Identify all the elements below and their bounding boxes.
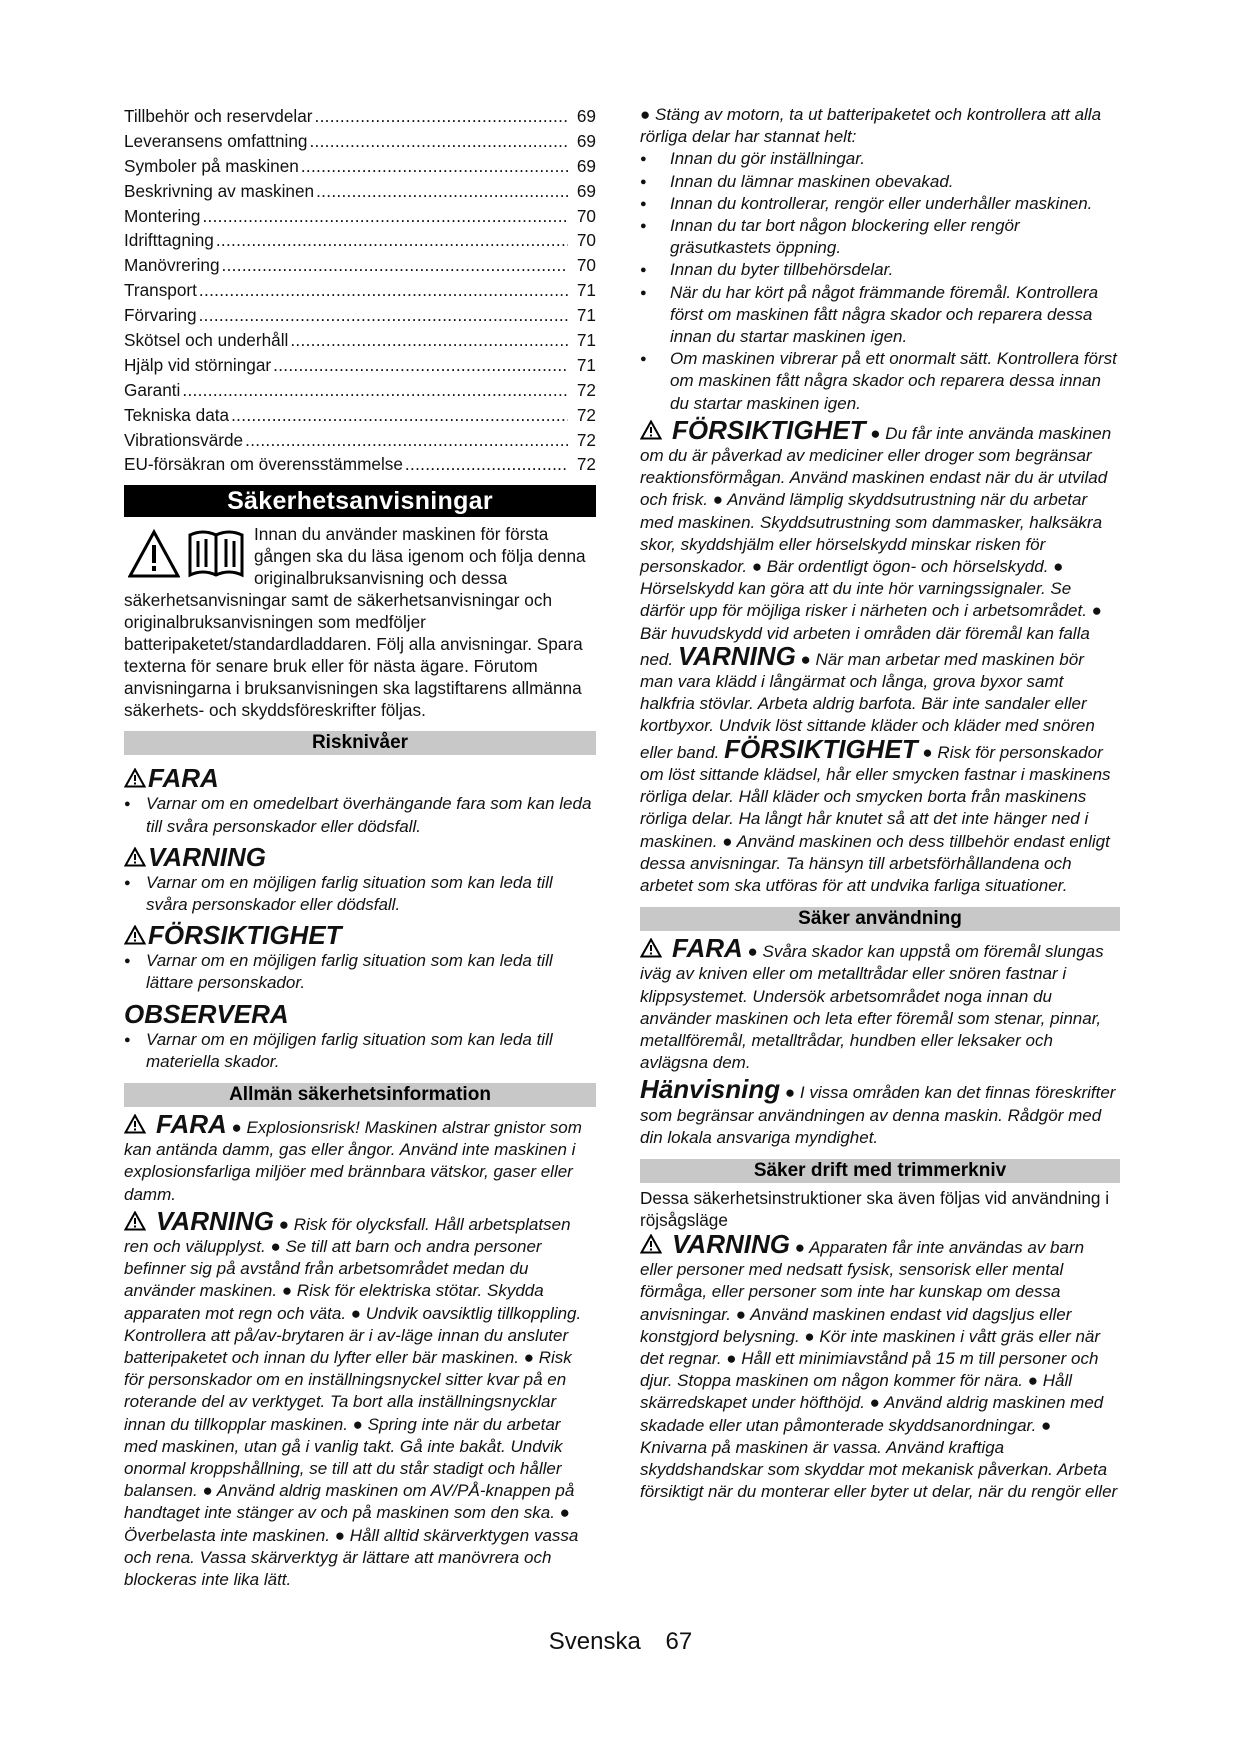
risk-level-1-text: ● Varnar om en möjligen farlig situation som kan leda till svåra personskador eller dödsfall.: [124, 872, 596, 916]
section-heading-trimmer: Säker drift med trimmerkniv: [640, 1159, 1120, 1183]
trimmer-warning-paragraph: [640, 1228, 1120, 1503]
section-heading-general-safety: Allmän säkerhetsinformation: [124, 1083, 596, 1107]
stop-condition-item: ● Om maskinen vibrerar på ett onormalt sätt. Kontrollera först om maskinen fått några skador och reparera dessa innan du startar maskinen igen.: [640, 348, 1120, 415]
toc-entry[interactable]: [124, 428, 596, 453]
warning-triangle-icon: [124, 925, 146, 945]
toc-entry[interactable]: [124, 104, 596, 129]
risk-level-0-title: FARA: [124, 763, 596, 793]
warn2-label: VARNING: [677, 640, 796, 671]
stop-conditions-list: [640, 148, 1120, 414]
general-varning-text: ● Risk för olycksfall. Håll arbetsplatsen ren och välupplyst. ● Se till att barn och andra personer befinner sig på avstånd från arbetsområdet medan du använder maskinen. ● Risk för elektriska stötar. Skydda apparaten mot regn och väta. ● Undvik oavsiktlig tillkoppling. Kontrollera att på/av-brytaren är i av-läge innan du ansluter batteripaketet och innan du lyfter eller bär maskinen. ● Risk för personskador om en inställningsnyckel sitter kvar på en roterande del av verktyget. Ta bort alla inställningsnycklar innan du tillkopplar maskinen. ● Spring inte när du arbetar med maskinen, utan gå i vanlig takt. Gå inte bakåt. Undvik onormal kroppshållning, se till att du står stadigt och håller balansen. ● Använd aldrig maskinen om AV/PÅ-knappen på handtaget inte stänger av och på maskinen som den ska. ● Överbelasta inte maskinen. ● Håll alltid skärverktygen vassa och rena. Vassa skärverktyg är lättare att manövrera och blockeras inte lika lätt.: [124, 1214, 582, 1590]
toc-leader: [222, 253, 568, 278]
safe-use-fara-paragraph: [640, 933, 1120, 1074]
footer-language: Svenska: [548, 1628, 641, 1655]
stop-intro: ● Stäng av motorn, ta ut batteripaketet och kontrollera att alla rörliga delar har stannat helt:: [640, 105, 1102, 147]
risk-level-2-text: ● Varnar om en möjligen farlig situation som kan leda till lättare personskador.: [124, 950, 596, 994]
toc-entry[interactable]: [124, 204, 596, 229]
toc-label: Symboler på maskinen: [124, 155, 299, 176]
warning-triangle-icon: [128, 529, 180, 579]
toc-entry[interactable]: [124, 303, 596, 328]
toc-entry[interactable]: [124, 154, 596, 179]
toc-leader: [405, 452, 568, 477]
toc-label: Beskrivning av maskinen: [124, 180, 315, 201]
fara-label: FARA: [640, 933, 743, 963]
toc-page-number: 69: [576, 106, 596, 126]
table-of-contents: [124, 104, 596, 477]
page-footer: [0, 1628, 1241, 1656]
toc-page-number: 69: [576, 155, 596, 176]
toc-label: Tekniska data: [124, 404, 230, 425]
toc-entry[interactable]: [124, 129, 596, 154]
toc-label: Tillbehör och reservdelar: [124, 106, 313, 126]
varning-label: VARNING: [124, 1206, 274, 1236]
toc-leader: [301, 154, 568, 179]
toc-leader: [199, 303, 568, 328]
toc-leader: [231, 403, 568, 428]
toc-page-number: 72: [576, 404, 596, 425]
toc-entry[interactable]: [124, 253, 596, 278]
hint-text: ● I vissa områden kan det finnas föreskrifter som begränsar användningen av denna maskin. Rådgör med din lokala ansvariga myndighet.: [640, 1083, 1116, 1147]
caution2-label: FÖRSIKTIGHET: [724, 733, 918, 764]
toc-page-number: 72: [576, 379, 596, 400]
toc-leader: [316, 179, 568, 204]
toc-page-number: 71: [576, 280, 596, 301]
section-heading-safe-use: Säker användning: [640, 907, 1120, 931]
toc-label: Garanti: [124, 379, 181, 400]
stop-condition-item: ● Innan du tar bort någon blockering eller rengör gräsutkastets öppning.: [640, 215, 1120, 259]
toc-page-number: 71: [576, 330, 596, 351]
warn2-text: ● När man arbetar med maskinen bör man vara klädd i långärmat och långa, grova byxor samt halkfria stövlar. Arbeta aldrig barfota. Bär inte sandaler eller kortbyxor. Undvik löst sittande kläder och kläder med snören eller band.: [640, 649, 1095, 762]
risk-level-2-title: FÖRSIKTIGHET: [124, 920, 596, 950]
toc-leader: [309, 129, 568, 154]
toc-entry[interactable]: [124, 403, 596, 428]
trimmer-warning-text: ● Apparaten får inte användas av barn eller personer med nedsatt fysisk, sensorisk eller mental förmåga, eller personer som inte har kunskap om dessa anvisningar. ● Använd maskinen endast vid dagsljus eller konstgjord belysning. ● Kör inte maskinen i vått gräs eller när det regnar. ● Håll ett minimiavstånd på 15 m till personer och djur. Stoppa maskinen om någon kommer för nära. ● Håll skärredskapet under höfthöjd. ● Använd aldrig maskinen med skadade eller utan påmonterade skyddsanordningar. ● Knivarna på maskinen är vassa. Använd kraftiga skyddshandskar som skyddar mot mekanisk påverkan. Arbeta försiktigt när du monterar eller byter ut delar, när du rengör eller: [640, 1237, 1118, 1502]
caution-paragraph: [640, 414, 1120, 897]
toc-page-number: 71: [576, 305, 596, 326]
toc-label: EU-försäkran om överensstämmelse: [124, 454, 403, 475]
toc-label: Transport: [124, 280, 197, 301]
toc-label: Hjälp vid störningar: [124, 354, 272, 375]
stop-condition-item: ● Innan du lämnar maskinen obevakad.: [640, 171, 1120, 193]
caution-text: ● Du får inte använda maskinen om du är påverkad av mediciner eller droger som begränsar reaktionsförmågan. Använd maskinen endast när du är utvilad och frisk. ● Använd lämplig skyddsutrustning när du arbetar med maskinen. Skyddsutrustning som dammasker, halksäkra skor, skyddshjälm eller hörselskydd minskar risken för personskador. ● Bär ordentligt ögon- och hörselskydd. ● Hörselskydd kan göra att du inte hör varningssignaler. Se därför upp för möjliga risker i närheten och i arbetsområdet. ● Bär huvudskydd vid arbeten i områden där föremål kan falla ned.: [640, 423, 1112, 669]
risk-level-3-text: ● Varnar om en möjligen farlig situation som kan leda till materiella skador.: [124, 1029, 596, 1073]
toc-page-number: 72: [576, 429, 596, 450]
toc-label: Förvaring: [124, 305, 197, 326]
risk-level-3-title: OBSERVERA: [124, 998, 289, 1029]
safety-intro-text: Innan du använder maskinen för första gången ska du läsa igenom och följa denna originalbruksanvisning och dessa säkerhetsanvisningar samt de säkerhetsanvisningar och originalbruksanvisningen som medföljer batteripaketet/standardladdaren. Följ alla anvisningar. Spara texterna för senare bruk eller för nästa ägare. Förutom anvisningarna i bruksanvisningen ska lagstiftarens allmänna säkerhets- och skyddsföreskrifter följas.: [124, 524, 586, 721]
read-manual-icon: [186, 527, 246, 579]
warning-triangle-icon: [124, 1114, 146, 1134]
toc-page-number: 70: [576, 205, 596, 226]
toc-leader: [216, 228, 568, 253]
risk-level-1-title: VARNING: [124, 842, 596, 872]
toc-leader: [273, 353, 568, 378]
fara-label: FARA: [124, 1109, 227, 1139]
stop-condition-item: ● När du har kört på något främmande föremål. Kontrollera först om maskinen fått några skador och reparera dessa innan du startar maskinen igen.: [640, 282, 1120, 349]
warning-and-manual-icons: [124, 523, 252, 583]
toc-label: Vibrationsvärde: [124, 429, 244, 450]
hint-label: Hänvisning: [640, 1074, 781, 1105]
toc-page-number: 69: [576, 180, 596, 201]
toc-label: Leveransens omfattning: [124, 130, 308, 151]
warning-triangle-icon: [124, 1211, 146, 1231]
toc-entry[interactable]: [124, 228, 596, 253]
toc-leader: [182, 378, 568, 403]
general-varning-paragraph: [124, 1205, 596, 1591]
toc-leader: [315, 104, 568, 129]
caution2-text: ● Risk för personskador om löst sittande klädsel, hår eller smycken fastnar i maskinens rörliga delar. Håll kläder och smycken borta från maskinens rörliga delar. Ha långt hår knutet så att det inte hänger ned i maskinen. ● Använd maskinen och dess tillbehör endast enligt dessa anvisningar. Ta hänsyn till arbetsförhållandena och arbetet som ska utföras för att undvika farliga situationer.: [640, 742, 1111, 895]
toc-leader: [245, 428, 568, 453]
toc-page-number: 70: [576, 255, 596, 276]
toc-entry[interactable]: [124, 378, 596, 403]
warning-triangle-icon: [124, 847, 146, 867]
page-number: 67: [665, 1628, 693, 1655]
toc-leader: [199, 278, 568, 303]
safety-intro: [124, 523, 596, 721]
toc-entry[interactable]: [124, 278, 596, 303]
varning-label: VARNING: [640, 1229, 790, 1259]
section-heading-risk-levels: Risknivåer: [124, 731, 596, 755]
general-fara-paragraph: [124, 1108, 596, 1206]
risk-levels-list: [124, 763, 596, 1073]
toc-label: Skötsel och underhåll: [124, 330, 289, 351]
risk-level-0-text: ● Varnar om en omedelbart överhängande fara som kan leda till svåra personskador eller dödsfall.: [124, 793, 596, 837]
warning-triangle-icon: [640, 1234, 662, 1254]
toc-page-number: 69: [576, 130, 596, 151]
toc-page-number: 71: [576, 354, 596, 375]
toc-leader: [290, 328, 568, 353]
toc-label: Idrifttagning: [124, 230, 214, 251]
stop-condition-item: ● Innan du kontrollerar, rengör eller underhåller maskinen.: [640, 193, 1120, 215]
toc-label: Manövrering: [124, 255, 220, 276]
stop-condition-item: ● Innan du byter tillbehörsdelar.: [640, 259, 1120, 281]
toc-entry[interactable]: [124, 179, 596, 204]
toc-entry[interactable]: [124, 452, 596, 477]
trimmer-intro: Dessa säkerhetsinstruktioner ska även följas vid användning i röjsågsläge: [640, 1187, 1110, 1230]
toc-page-number: 72: [576, 454, 596, 475]
caution-label: FÖRSIKTIGHET: [640, 415, 866, 445]
left-column: [124, 104, 596, 1591]
hint-paragraph: [640, 1074, 1120, 1149]
warning-triangle-icon: [640, 938, 662, 958]
section-heading-safety: Säkerhetsanvisningar: [124, 485, 596, 517]
toc-page-number: 70: [576, 230, 596, 251]
safe-use-fara-text: ● Svåra skador kan uppstå om föremål slungas iväg av kniven eller om metalltrådar eller snören fastnar i klippsystemet. Undersök arbetsområdet noga innan du använder maskinen och leta efter föremål som stenar, pinnar, metallföremål, metalltrådar, hundben eller leksaker och avlägsna dem.: [640, 942, 1104, 1073]
warning-triangle-icon: [640, 420, 662, 440]
toc-entry[interactable]: [124, 328, 596, 353]
toc-leader: [202, 204, 568, 229]
toc-entry[interactable]: [124, 353, 596, 378]
right-column: [640, 104, 1120, 1503]
stop-condition-item: ● Innan du gör inställningar.: [640, 148, 1120, 170]
warning-triangle-icon: [124, 768, 146, 788]
general-fara-text: ● Explosionsrisk! Maskinen alstrar gnistor som kan antända damm, gas eller ångor. Använd inte maskinen i explosionsfarliga miljöer med brännbara vätskor, gaser eller damm.: [124, 1117, 582, 1204]
toc-label: Montering: [124, 205, 201, 226]
